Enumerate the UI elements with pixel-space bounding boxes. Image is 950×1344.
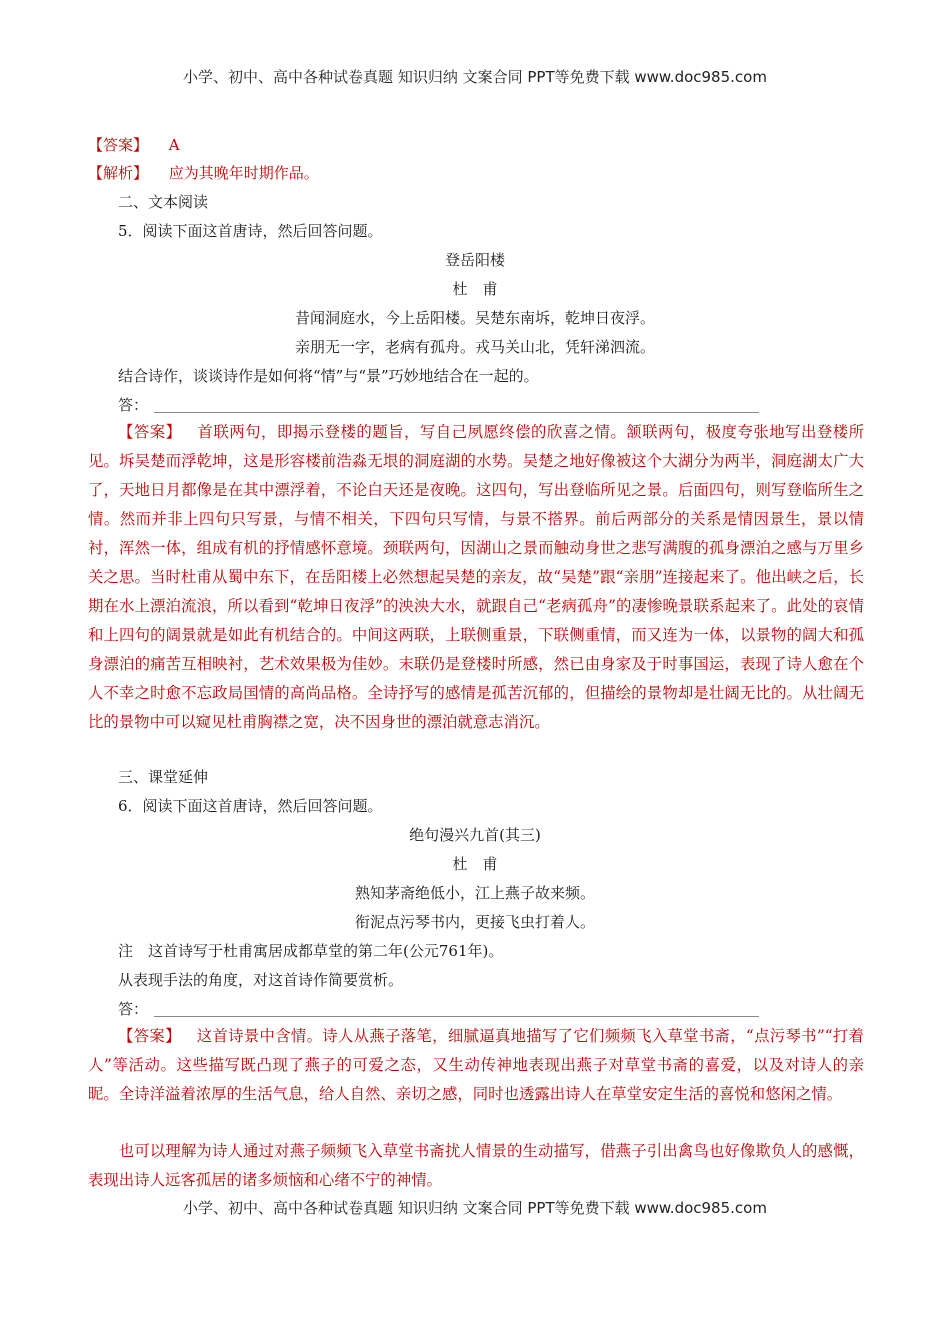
q5-prompt: 5．阅读下面这首唐诗，然后回答问题。	[118, 222, 383, 240]
q6-poem-line-1: 熟知茅斋绝低小，江上燕子故来频。	[354, 884, 595, 902]
q5-poem-line-1: 昔闻洞庭水，今上岳阳楼。吴楚东南坼，乾坤日夜浮。	[294, 309, 655, 327]
q5-answer-field	[118, 395, 759, 415]
answer-tag: 【答案】	[118, 1027, 181, 1045]
q6-note: 注 这首诗写于杜甫寓居成都草堂的第二年(公元761年)。	[118, 942, 504, 960]
q6-answer-field	[118, 999, 759, 1019]
q4-answer-row	[88, 135, 180, 155]
q5-poem-author: 杜 甫	[452, 280, 498, 298]
q6-question: 从表现手法的角度，对这首诗作简要赏析。	[118, 971, 404, 989]
q6-poem-author: 杜 甫	[452, 855, 498, 873]
q5-answer-text: 首联两句，即揭示登楼的题旨，写自己夙愿终偿的欣喜之情。颔联两句，极度夸张地写出登楼所见。坼吴楚而浮乾坤，这是形容楼前浩淼无垠的洞庭湖的水势。吴楚之地好像被这个大湖分为两半，洞庭湖太广大了，天地日月都像是在其中漂浮着，不论白天还是夜晚。这四句，写出登临所见之景。后面四句，则写登临所生之情。然而并非上四句只写景，与情不相关，下四句只写情，与景不搭界。前后两部分的关系是情因景生，景以情衬，浑然一体，组成有机的抒情感怀意境。颈联两句，因湖山之景而触动身世之悲写满腹的孤身漂泊之感与万里乡关之思。当时杜甫从蜀中东下，在岳阳楼上必然想起吴楚的亲友，故“吴楚”跟“亲朋”连接起来了。他出峡之后，长期在水上漂泊流浪，所以看到“乾坤日夜浮”的泱泱大水，就跟自己“老病孤舟”的凄惨晚景联系起来了。此处的哀情和上四句的阔景就是如此有机结合的。中间这两联，上联侧重景，下联侧重情，而又连为一体，以景物的阔大和孤身漂泊的痛苦互相映衬，艺术效果极为佳妙。末联仍是登楼时所感，然已由身家及于时事国运，表现了诗人愈在个人不幸之时愈不忘政局国情的高尚品格。全诗抒写的感情是孤苦沉郁的，但描绘的景物却是壮阔无比的。从壮阔无比的景物中可以窥见杜甫胸襟之宽，决不因身世的漂泊就意志消沉。	[88, 423, 864, 731]
page-header: 小学、初中、高中各种试卷真题 知识归纳 文案合同 PPT等免费下载 www.doc985.com	[183, 68, 767, 86]
answer-tag: 【答案】	[118, 423, 182, 441]
q6-answer-alt: 也可以理解为诗人通过对燕子频频飞入草堂书斋扰人情景的生动描写，借燕子引出禽鸟也好像欺负人的感慨，表现出诗人远客孤居的诸多烦恼和心绪不宁的神情。	[88, 1142, 864, 1189]
analysis-tag: 【解析】	[88, 164, 149, 182]
section-heading-3: 三、课堂延伸	[118, 768, 209, 786]
q6-answer-block	[88, 1022, 864, 1109]
answer-label: 答：	[118, 1000, 149, 1018]
q6-prompt: 6．阅读下面这首唐诗，然后回答问题。	[118, 797, 383, 815]
q6-poem-line-2: 衔泥点污琴书内，更接飞虫打着人。	[354, 913, 595, 931]
q4-analysis: 应为其晚年时期作品。	[168, 164, 319, 182]
q5-poem-line-2: 亲朋无一字，老病有孤舟。戎马关山北，凭轩涕泗流。	[294, 338, 655, 356]
q6-answer-text: 这首诗景中含情。诗人从燕子落笔，细腻逼真地描写了它们频频飞入草堂书斋，“点污琴书”“打着人”等活动。这些描写既凸现了燕子的可爱之态，又生动传神地表现出燕子对草堂书斋的喜爱，以及对诗人的亲昵。全诗洋溢着浓厚的生活气息，给人自然、亲切之感，同时也透露出诗人在草堂安定生活的喜悦和悠闲之情。	[88, 1027, 864, 1103]
q4-analysis-row	[88, 163, 319, 183]
q4-answer: A	[168, 136, 180, 154]
q5-answer-block	[88, 418, 864, 737]
answer-tag: 【答案】	[88, 136, 149, 154]
q5-poem-title: 登岳阳楼	[444, 251, 505, 269]
answer-blank-line	[154, 400, 759, 413]
answer-label: 答：	[118, 396, 149, 414]
q6-poem-title: 绝句漫兴九首(其三)	[409, 826, 541, 844]
answer-blank-line	[154, 1004, 759, 1017]
section-heading-2: 二、文本阅读	[118, 193, 209, 211]
q5-question: 结合诗作，谈谈诗作是如何将“情”与“景”巧妙地结合在一起的。	[118, 367, 539, 385]
page-footer: 小学、初中、高中各种试卷真题 知识归纳 文案合同 PPT等免费下载 www.doc985.com	[183, 1199, 767, 1217]
